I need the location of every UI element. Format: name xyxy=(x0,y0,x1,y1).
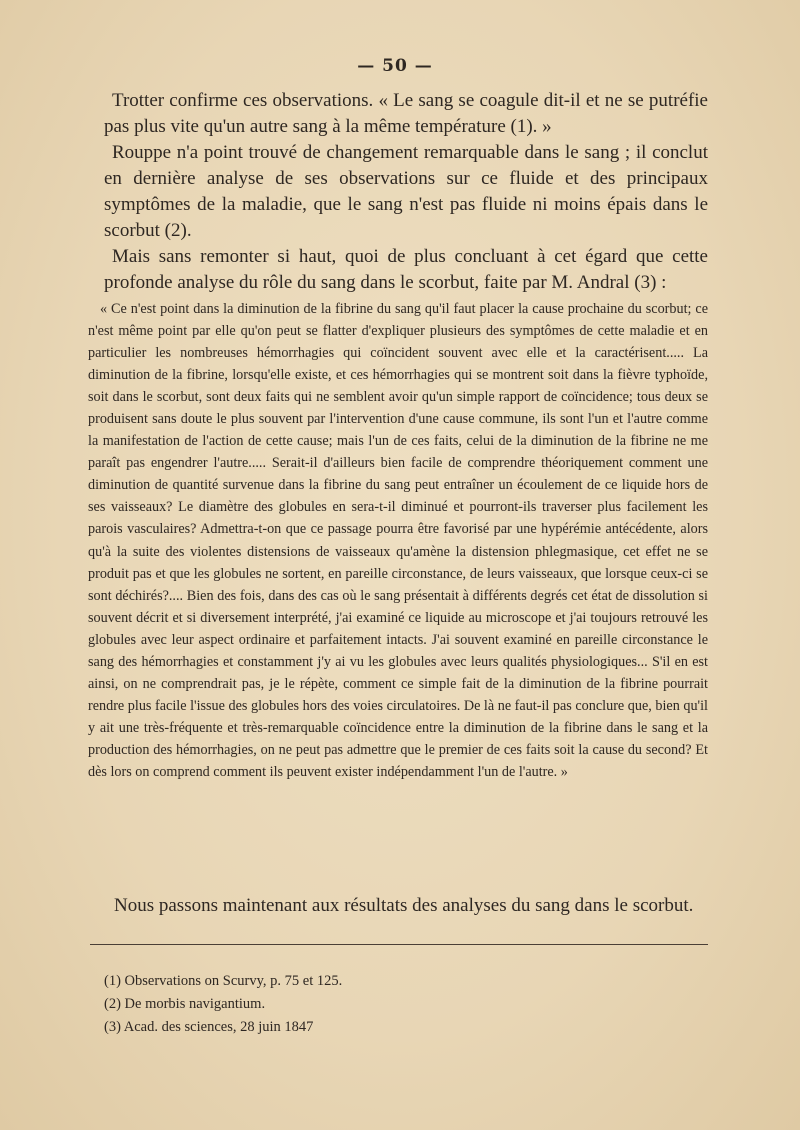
paragraph: Trotter confirme ces observations. « Le sang se coagule dit-il et ne se putréfie pas plus vite qu'un autre sang à la même température (1). » xyxy=(104,90,708,137)
andral-quotation xyxy=(88,298,708,783)
footnote: (1) Observations on Scurvy, p. 75 et 125. xyxy=(104,973,343,989)
footnotes xyxy=(104,970,704,1039)
page-number: — 50 — xyxy=(357,56,433,76)
main-text xyxy=(104,88,708,296)
footnote: (2) De morbis navigantium. xyxy=(104,996,266,1012)
closing-sentence: Nous passons maintenant aux résultats des analyses du sang dans le scorbut. xyxy=(114,895,694,916)
quotation-text: « Ce n'est point dans la diminution de la fibrine du sang qu'il faut placer la cause prochaine du scorbut; ce n'est même point par elle qu'on peut se flatter d'expliquer plusieurs des symptômes de cette maladie et en particulier les nombreuses hémorrhagies qui coïncident souvent avec elle et la caractérisent..... La diminution de la fibrine, lorsqu'elle existe, et ces hémorrhagies qui se montrent soit dans la fièvre typhoïde, soit dans le scorbut, sont deux faits qui ne semblent avoir qu'un simple rapport de coïncidence; tous deux se produisent sans doute le plus souvent par l'intervention d'une cause commune, ils sont l'un et l'autre comme la manifestation de l'action de cette cause; mais l'un de ces faits, celui de la diminution de la fibrine ne me paraît pas engendrer l'autre..... Serait-il d'ailleurs bien facile de comprendre théoriquement comment une diminution de quantité survenue dans la fibrine du sang peut entraîner un écoulement de ce liquide hors de ses vaisseaux? Le diamètre des globules en sera-t-il diminué et pourront-ils traverser plus facilement les parois vasculaires? Admettra-t-on que ce passage pourra être favorisé par une hypérémie antécédente, alors qu'à la suite des violentes distensions de vaisseaux qu'amène la distension phlegmasique, cet effet ne se produit pas et que les globules ne sortent, en pareille circonstance, de leurs vaisseaux, que lorsque ceux-ci se sont déchirés?.... Bien des fois, dans des cas où le sang présentait à différents degrés cet état de dissolution si souvent décrit et si diversement interprété, j'ai examiné ce liquide au microscope et j'ai toujours retrouvé les globules avec leur aspect ordinaire et parfaitement intacts. J'ai souvent examiné en pareille circonstance le sang des hémorrhagies et constamment j'y ai vu les globules avec leurs qualités physiologiques... S'il en est ainsi, on ne comprendrait pas, je le répète, comment ce simple fait de la diminution de la fibrine pourrait rendre plus facile l'issue des globules hors des voies circulatoires. De là ne faut-il pas conclure que, bien qu'il y ait une très-fréquente et très-remarquable coïncidence entre la diminution de la fibrine dans le sang et la production des hémorrhagies, on ne peut pas admettre que le premier de ces faits soit la cause du second? Et dès lors on comprend comment ils peuvent exister indépendamment l'un de l'autre. » xyxy=(88,301,708,780)
paragraph: Rouppe n'a point trouvé de changement remarquable dans le sang ; il conclut en dernière analyse de ses observations sur ce fluide et des principaux symptômes de la maladie, que le sang n'est pas fluide ni moins épais dans le scorbut (2). xyxy=(104,142,708,241)
footnote-divider xyxy=(90,944,708,945)
footnote: (3) Acad. des sciences, 28 juin 1847 xyxy=(104,1019,314,1035)
paragraph: Mais sans remonter si haut, quoi de plus concluant à cet égard que cette profonde analyse du rôle du sang dans le scorbut, faite par M. Andral (3) : xyxy=(104,246,708,293)
